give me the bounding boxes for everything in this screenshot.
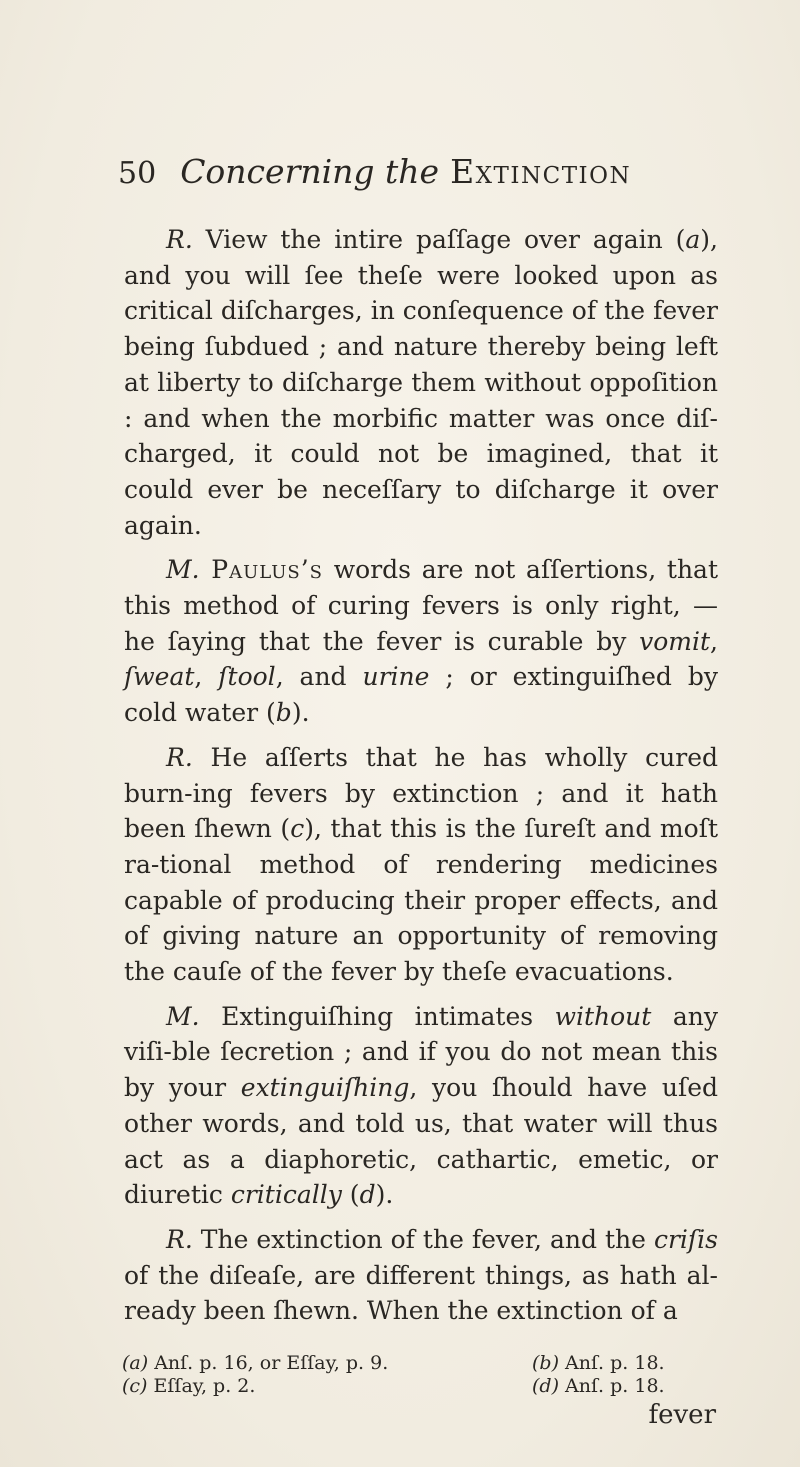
italic-term: extinguiſhing: [240, 1073, 410, 1103]
paragraph-2: [124, 552, 718, 731]
speaker-label: M.: [166, 1001, 200, 1031]
footnote-row: [122, 1352, 722, 1375]
italic-term: without: [554, 1001, 652, 1031]
footnote-text: Eſſay, p. 2.: [147, 1375, 256, 1397]
text-run: He aſſerts that he has wholly cured burn-ing fevers by extinction ; and it hath been ſhewn (: [124, 742, 718, 844]
author-name: Paulus’s: [199, 555, 324, 585]
footnote-mark: (d): [532, 1375, 559, 1397]
text-run: ).: [375, 1180, 394, 1210]
text-run: words are not aſſertions, that this method of curing fevers is only right, — he ſaying that the fever is curable by: [124, 555, 719, 656]
text-run: ; or extinguiſhed by cold water (: [124, 662, 718, 728]
catchword: fever: [648, 1400, 716, 1430]
text-run: ).: [291, 698, 310, 728]
footnote-mark: (b): [532, 1352, 559, 1374]
page-number: 50: [118, 156, 157, 191]
text-run: (: [341, 1180, 360, 1210]
text-run: Extinguiſhing intimates: [199, 1001, 555, 1031]
footnote-ref: a: [685, 225, 701, 254]
speaker-label: R.: [166, 225, 193, 254]
text-run: View the intire paſſage over again (: [192, 225, 686, 254]
footnote-b: [532, 1352, 722, 1375]
footnote-ref: b: [275, 698, 292, 728]
text-run: The extinction of the fever, and the: [192, 1224, 654, 1254]
footnote-ref: d: [359, 1180, 376, 1210]
footnote-text: Anſ. p. 16, or Eſſay, p. 9.: [148, 1352, 389, 1374]
paragraph-5: [124, 1222, 718, 1329]
speaker-label: R.: [166, 742, 193, 772]
footnotes: [122, 1352, 722, 1398]
text-run: any viſi-ble ſecretion ; and if you do not mean this by your: [124, 1001, 718, 1103]
text-run: ,: [710, 626, 718, 656]
footnote-ref: c: [290, 814, 305, 844]
body-text: [124, 222, 718, 1338]
footnote-text: Anſ. p. 18.: [559, 1352, 665, 1374]
text-run: , you ſhould have uſed other words, and told us, that water will thus act as a diaphoretic, cathartic, emetic, or diuretic: [124, 1073, 719, 1210]
paragraph-4: [124, 999, 718, 1213]
footnote-mark: (a): [122, 1352, 149, 1374]
footnote-a: [122, 1352, 452, 1375]
footnote-text: Anſ. p. 18.: [559, 1375, 665, 1397]
header-title-italic: Concerning the: [180, 152, 440, 191]
running-header: [118, 152, 718, 192]
italic-term: ſtool: [218, 662, 276, 692]
speaker-label: M.: [166, 555, 200, 585]
italic-term: vomit: [639, 626, 711, 656]
italic-term: urine: [362, 662, 430, 692]
italic-term: ſweat: [124, 662, 195, 692]
header-title-caps: Extinction: [450, 152, 632, 191]
text-run: , and: [275, 662, 363, 692]
speaker-label: R.: [166, 1224, 193, 1254]
text-run: ,: [194, 662, 219, 692]
paragraph-1: [124, 222, 718, 543]
footnote-mark: (c): [122, 1375, 148, 1397]
text-run: ), and you will ſee theſe were looked upon as critical diſcharges, in conſequence of the fever being ſubdued ; and nature thereby being left at liberty to diſcharge them without oppoſition : and when the morbific matter was once diſ-charged, it could not be imagined, that it could ever be neceſſary to diſcharge it over again.: [124, 225, 718, 540]
text-run: ), that this is the ſureſt and moſt ra-tional method of rendering medicines capable of producing their proper effects, and of giving nature an opportunity of removing the cauſe of the fever by theſe evacuations.: [124, 814, 718, 987]
paragraph-3: [124, 740, 718, 990]
italic-term: criſis: [653, 1224, 718, 1254]
text-run: of the diſeaſe, are different things, as hath al-ready been ſhewn. When the extinction of a: [124, 1260, 718, 1326]
footnote-c: [122, 1375, 452, 1398]
footnote-d: [532, 1375, 722, 1398]
italic-term: critically: [230, 1180, 342, 1210]
footnote-row: [122, 1375, 722, 1398]
